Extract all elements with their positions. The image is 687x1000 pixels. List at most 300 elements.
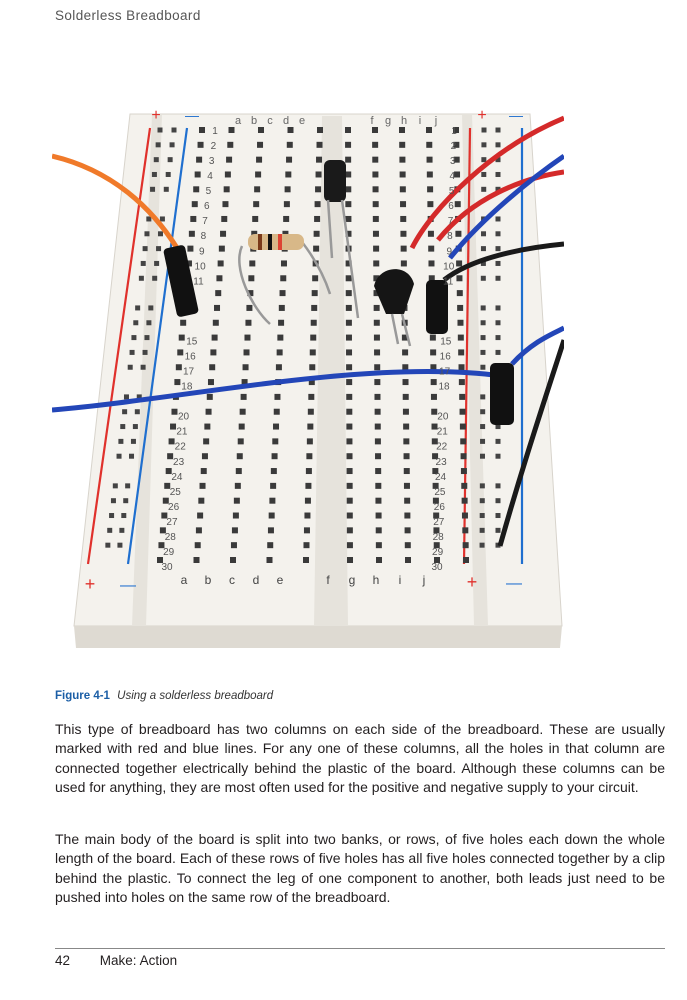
- rail-hole: [158, 231, 163, 236]
- breadboard-hole: [199, 127, 205, 133]
- rail-plus-sign: +: [151, 108, 161, 124]
- breadboard-hole: [346, 424, 352, 430]
- breadboard-hole: [459, 379, 465, 385]
- breadboard-hole: [426, 127, 432, 133]
- rail-hole: [120, 424, 125, 429]
- breadboard-hole: [346, 394, 352, 400]
- rail-hole: [481, 157, 486, 162]
- breadboard-hole: [316, 157, 322, 163]
- breadboard-hole: [457, 320, 463, 326]
- breadboard-hole: [373, 231, 379, 237]
- rail-hole: [481, 335, 486, 340]
- row-number-left: 9: [198, 246, 205, 258]
- breadboard-hole: [347, 453, 353, 459]
- breadboard-hole: [196, 527, 202, 533]
- breadboard-hole: [190, 216, 196, 222]
- breadboard-hole: [312, 290, 318, 296]
- row-number-right: 7: [447, 216, 454, 228]
- breadboard-hole: [258, 127, 264, 133]
- rail-hole: [496, 528, 501, 533]
- breadboard-hole: [427, 171, 433, 177]
- rail-hole: [125, 483, 130, 488]
- column-letter-bottom: c: [229, 573, 235, 587]
- breadboard-hole: [428, 246, 434, 252]
- breadboard-hole: [187, 246, 193, 252]
- breadboard-hole: [400, 231, 406, 237]
- rail-hole: [141, 261, 146, 266]
- running-header: Solderless Breadboard: [55, 8, 201, 23]
- rail-hole: [168, 157, 173, 162]
- breadboard-hole: [314, 231, 320, 237]
- breadboard-hole: [346, 438, 352, 444]
- rail-hole: [496, 350, 501, 355]
- breadboard-hole: [404, 468, 410, 474]
- breadboard-hole: [244, 349, 250, 355]
- breadboard-hole: [345, 216, 351, 222]
- rail-hole: [481, 187, 486, 192]
- rail-hole: [496, 513, 501, 518]
- row-number-left: 6: [203, 201, 210, 213]
- rail-hole: [121, 513, 126, 518]
- breadboard-hole: [256, 157, 262, 163]
- breadboard-hole: [305, 498, 311, 504]
- rail-hole: [481, 276, 486, 281]
- breadboard-hole: [316, 171, 322, 177]
- breadboard-hole: [215, 290, 221, 296]
- body-paragraph-2: The main body of the board is split into two banks, or rows, of five holes each down the whole length of the board. Each of these rows of five holes has all five holes connected together by a clip behind the plastic. To connect the leg of one component to another, both leads just need to be pushed into holes on the same row of the breadboard.: [55, 831, 665, 906]
- breadboard-hole: [235, 483, 241, 489]
- page-footer: [55, 953, 177, 968]
- breadboard-hole: [345, 157, 351, 163]
- breadboard-hole: [463, 542, 469, 548]
- breadboard-hole: [207, 394, 213, 400]
- breadboard-hole: [461, 453, 467, 459]
- breadboard-hole: [373, 260, 379, 266]
- row-number-right: 10: [443, 261, 455, 273]
- breadboard-hole: [376, 527, 382, 533]
- breadboard-hole: [431, 394, 437, 400]
- breadboard-hole: [171, 409, 177, 415]
- breadboard-hole: [431, 379, 437, 385]
- rail-hole: [143, 350, 148, 355]
- breadboard-hole: [400, 171, 406, 177]
- rail-hole: [496, 320, 501, 325]
- breadboard-hole: [346, 305, 352, 311]
- breadboard-hole: [227, 142, 233, 148]
- breadboard-hole: [346, 275, 352, 281]
- rail-hole: [143, 246, 148, 251]
- breadboard-hole: [220, 231, 226, 237]
- row-number-right: 9: [446, 246, 453, 258]
- rail-hole: [131, 335, 136, 340]
- breadboard-hole: [240, 409, 246, 415]
- row-number-left: 8: [200, 231, 207, 243]
- breadboard-hole: [311, 320, 317, 326]
- breadboard-hole: [257, 142, 263, 148]
- breadboard-hole: [267, 542, 273, 548]
- breadboard-hole: [221, 216, 227, 222]
- breadboard-hole: [244, 335, 250, 341]
- rail-hole: [144, 231, 149, 236]
- breadboard-hole: [280, 275, 286, 281]
- rail-hole: [496, 128, 501, 133]
- breadboard-hole: [307, 438, 313, 444]
- rail-hole: [480, 394, 485, 399]
- breadboard-hole: [198, 142, 204, 148]
- breadboard-hole: [214, 305, 220, 311]
- breadboard-hole: [375, 468, 381, 474]
- breadboard-hole: [254, 186, 260, 192]
- row-number-right: 24: [434, 471, 447, 483]
- column-letter-top: b: [250, 115, 258, 127]
- breadboard-hole: [287, 142, 293, 148]
- row-number-left: 21: [176, 426, 188, 438]
- row-number-right: 29: [432, 546, 444, 558]
- breadboard-hole: [285, 186, 291, 192]
- rail-hole: [146, 216, 151, 221]
- rail-hole: [139, 276, 144, 281]
- breadboard-hole: [195, 171, 201, 177]
- breadboard-hole: [456, 260, 462, 266]
- breadboard-hole: [303, 557, 309, 563]
- breadboard-hole: [177, 349, 183, 355]
- row-number-right: 26: [433, 501, 445, 513]
- column-letter-bottom: h: [372, 573, 380, 587]
- breadboard-hole: [271, 468, 277, 474]
- column-letter-top: e: [298, 115, 306, 127]
- breadboard-hole: [347, 483, 353, 489]
- breadboard-hole: [404, 483, 410, 489]
- breadboard-hole: [405, 542, 411, 548]
- breadboard-hole: [346, 379, 352, 385]
- breadboard-hole: [374, 305, 380, 311]
- breadboard-hole: [346, 335, 352, 341]
- rail-hole: [480, 365, 485, 370]
- rail-hole: [480, 350, 485, 355]
- breadboard-hole: [404, 513, 410, 519]
- breadboard-hole: [308, 394, 314, 400]
- breadboard-hole: [216, 275, 222, 281]
- row-number-left: 3: [208, 156, 215, 168]
- rail-plus-sign: +: [84, 574, 96, 594]
- rail-hole: [119, 528, 124, 533]
- rail-hole: [481, 142, 486, 147]
- breadboard-hole: [459, 394, 465, 400]
- breadboard-hole: [403, 438, 409, 444]
- breadboard-hole: [401, 260, 407, 266]
- breadboard-hole: [347, 513, 353, 519]
- breadboard-hole: [373, 201, 379, 207]
- rail-minus-sign: —: [185, 108, 199, 123]
- breadboard-hole: [204, 424, 210, 430]
- breadboard-hole: [174, 379, 180, 385]
- rail-hole: [480, 424, 485, 429]
- rail-plus-sign: +: [477, 108, 487, 124]
- rail-hole: [107, 528, 112, 533]
- rail-hole: [122, 409, 127, 414]
- row-number-right: 21: [436, 426, 448, 438]
- rail-hole: [480, 409, 485, 414]
- rail-minus-sign: —: [509, 108, 523, 123]
- rail-hole: [129, 454, 134, 459]
- column-letter-bottom: a: [180, 573, 188, 587]
- breadboard-hole: [372, 142, 378, 148]
- breadboard-hole: [203, 438, 209, 444]
- rail-hole: [481, 305, 486, 310]
- row-number-right: 20: [437, 411, 449, 423]
- breadboard-hole: [455, 201, 461, 207]
- rail-hole: [152, 276, 157, 281]
- breadboard-hole: [345, 171, 351, 177]
- breadboard-hole: [234, 498, 240, 504]
- breadboard-hole: [285, 171, 291, 177]
- breadboard-hole: [273, 424, 279, 430]
- book-title: Make: Action: [99, 953, 178, 968]
- breadboard-hole: [375, 498, 381, 504]
- breadboard-hole: [374, 349, 380, 355]
- row-number-left: 28: [164, 531, 176, 543]
- column-letter-top: a: [234, 115, 242, 127]
- breadboard-hole: [375, 424, 381, 430]
- breadboard-hole: [272, 438, 278, 444]
- breadboard-hole: [375, 453, 381, 459]
- breadboard-hole: [374, 335, 380, 341]
- row-number-left: 22: [174, 441, 186, 453]
- column-letter-top: j: [434, 115, 438, 127]
- breadboard-hole: [347, 498, 353, 504]
- breadboard-hole: [212, 335, 218, 341]
- breadboard-hole: [460, 424, 466, 430]
- breadboard-hole: [346, 290, 352, 296]
- rail-hole: [156, 246, 161, 251]
- breadboard-hole: [462, 498, 468, 504]
- breadboard-hole: [428, 231, 434, 237]
- breadboard-hole: [279, 305, 285, 311]
- breadboard-hole: [308, 409, 314, 415]
- breadboard-hole: [399, 157, 405, 163]
- rail-hole: [480, 528, 485, 533]
- breadboard-hole: [373, 246, 379, 252]
- rail-hole: [123, 498, 128, 503]
- page-number: 42: [55, 953, 71, 968]
- row-number-left: 2: [210, 141, 217, 153]
- breadboard-hole: [315, 186, 321, 192]
- breadboard-hole: [201, 468, 207, 474]
- rail-hole: [109, 513, 114, 518]
- breadboard-hole: [458, 349, 464, 355]
- breadboard-hole: [309, 364, 315, 370]
- rail-hole: [496, 261, 501, 266]
- breadboard-hole: [304, 527, 310, 533]
- breadboard-hole: [202, 453, 208, 459]
- breadboard-hole: [400, 186, 406, 192]
- breadboard-hole: [194, 557, 200, 563]
- rail-hole: [117, 543, 122, 548]
- breadboard-hole: [276, 364, 282, 370]
- rail-hole: [480, 439, 485, 444]
- column-letter-bottom: b: [204, 573, 212, 587]
- breadboard-hole: [253, 201, 259, 207]
- rail-hole: [480, 483, 485, 488]
- breadboard-hole: [457, 290, 463, 296]
- row-number-right: 23: [435, 456, 447, 468]
- row-number-left: 7: [202, 216, 208, 228]
- breadboard-hole: [374, 364, 380, 370]
- breadboard-hole: [197, 513, 203, 519]
- rail-hole: [496, 172, 501, 177]
- rail-hole: [113, 483, 118, 488]
- breadboard-hole: [210, 349, 216, 355]
- breadboard-hole: [208, 379, 214, 385]
- breadboard-hole: [267, 557, 273, 563]
- breadboard-hole: [346, 349, 352, 355]
- breadboard-hole: [304, 513, 310, 519]
- rail-hole: [480, 513, 485, 518]
- breadboard-hole: [268, 527, 274, 533]
- rail-hole: [170, 142, 175, 147]
- row-number-left: 1: [212, 126, 218, 137]
- breadboard-hole: [345, 127, 351, 133]
- breadboard-hole: [461, 468, 467, 474]
- rail-plus-sign: +: [466, 572, 478, 592]
- breadboard-hole: [306, 468, 312, 474]
- rail-hole: [496, 454, 501, 459]
- rail-hole: [160, 216, 165, 221]
- rail-hole: [152, 172, 157, 177]
- breadboard-hole: [403, 424, 409, 430]
- breadboard-hole: [460, 409, 466, 415]
- footer-rule: [55, 948, 665, 949]
- breadboard-hole: [347, 542, 353, 548]
- rail-hole: [154, 261, 159, 266]
- breadboard-hole: [376, 557, 382, 563]
- column-letter-top: c: [267, 115, 273, 127]
- breadboard-hole: [269, 498, 275, 504]
- rail-hole: [128, 365, 133, 370]
- breadboard-hole: [375, 409, 381, 415]
- rail-hole: [496, 231, 501, 236]
- breadboard-hole: [347, 468, 353, 474]
- breadboard-hole: [312, 275, 318, 281]
- breadboard-hole: [372, 171, 378, 177]
- column-letter-bottom: e: [276, 573, 284, 587]
- breadboard-hole: [461, 483, 467, 489]
- breadboard-hole: [196, 157, 202, 163]
- column-letter-bottom: i: [398, 573, 402, 587]
- figure-caption: [55, 690, 273, 702]
- rail-hole: [117, 454, 122, 459]
- breadboard-hole: [404, 453, 410, 459]
- column-letter-top: h: [400, 115, 408, 127]
- breadboard-hole: [313, 246, 319, 252]
- breadboard-hole: [237, 453, 243, 459]
- breadboard-hole: [169, 438, 175, 444]
- breadboard-hole: [372, 157, 378, 163]
- breadboard-hole: [198, 498, 204, 504]
- rail-hole: [133, 320, 138, 325]
- breadboard-hole: [403, 379, 409, 385]
- rail-hole: [496, 498, 501, 503]
- breadboard-hole: [274, 394, 280, 400]
- breadboard-hole: [403, 394, 409, 400]
- rail-hole: [154, 157, 159, 162]
- breadboard-hole: [213, 320, 219, 326]
- breadboard-hole: [232, 527, 238, 533]
- breadboard-hole: [246, 305, 252, 311]
- breadboard-hole: [455, 231, 461, 237]
- breadboard-hole: [305, 483, 311, 489]
- breadboard-hole: [255, 171, 261, 177]
- breadboard-hole: [405, 527, 411, 533]
- rail-hole: [481, 246, 486, 251]
- breadboard-hole: [206, 409, 212, 415]
- breadboard-hole: [314, 216, 320, 222]
- rail-hole: [481, 172, 486, 177]
- rail-hole: [496, 142, 501, 147]
- breadboard-hole: [347, 557, 353, 563]
- breadboard-hole: [374, 394, 380, 400]
- breadboard-hole: [176, 364, 182, 370]
- rail-hole: [496, 276, 501, 281]
- row-number-left: 26: [168, 501, 180, 513]
- breadboard-hole: [347, 527, 353, 533]
- breadboard-hole: [373, 216, 379, 222]
- breadboard-hole: [375, 483, 381, 489]
- breadboard-hole: [249, 260, 255, 266]
- column-letter-bottom: f: [326, 573, 330, 587]
- breadboard-hole: [283, 216, 289, 222]
- rail-minus-sign: —: [120, 577, 136, 594]
- rail-hole: [135, 409, 140, 414]
- rail-hole: [148, 305, 153, 310]
- column-letter-top: g: [384, 115, 392, 127]
- row-number-right: 15: [440, 336, 452, 348]
- rail-hole: [135, 305, 140, 310]
- row-number-left: 11: [193, 276, 204, 288]
- row-number-left: 20: [177, 411, 190, 423]
- row-number-left: 23: [173, 456, 185, 468]
- row-number-right: 2: [450, 141, 457, 153]
- breadboard-hole: [284, 201, 290, 207]
- rail-hole: [496, 246, 501, 251]
- breadboard-hole: [317, 142, 323, 148]
- breadboard-hole: [272, 453, 278, 459]
- rail-hole: [480, 454, 485, 459]
- row-number-right: 22: [436, 441, 448, 453]
- breadboard-hole: [400, 216, 406, 222]
- breadboard-hole: [245, 320, 251, 326]
- breadboard-hole: [230, 557, 236, 563]
- row-number-right: 4: [449, 171, 456, 183]
- row-number-right: 11: [442, 276, 454, 288]
- row-number-left: 5: [205, 186, 212, 198]
- rail-hole: [118, 439, 123, 444]
- breadboard-hole: [239, 424, 245, 430]
- breadboard-hole: [400, 201, 406, 207]
- row-number-right: 8: [447, 231, 453, 243]
- breadboard-hole: [192, 201, 198, 207]
- column-letter-top: f: [370, 115, 374, 127]
- breadboard-hole: [372, 127, 378, 133]
- rail-hole: [496, 335, 501, 340]
- row-number-right: 28: [432, 531, 444, 543]
- breadboard-hole: [218, 260, 224, 266]
- row-number-left: 25: [169, 486, 181, 498]
- breadboard-hole: [346, 409, 352, 415]
- rail-hole: [496, 483, 501, 488]
- breadboard-hole: [195, 542, 201, 548]
- rail-hole: [158, 128, 163, 133]
